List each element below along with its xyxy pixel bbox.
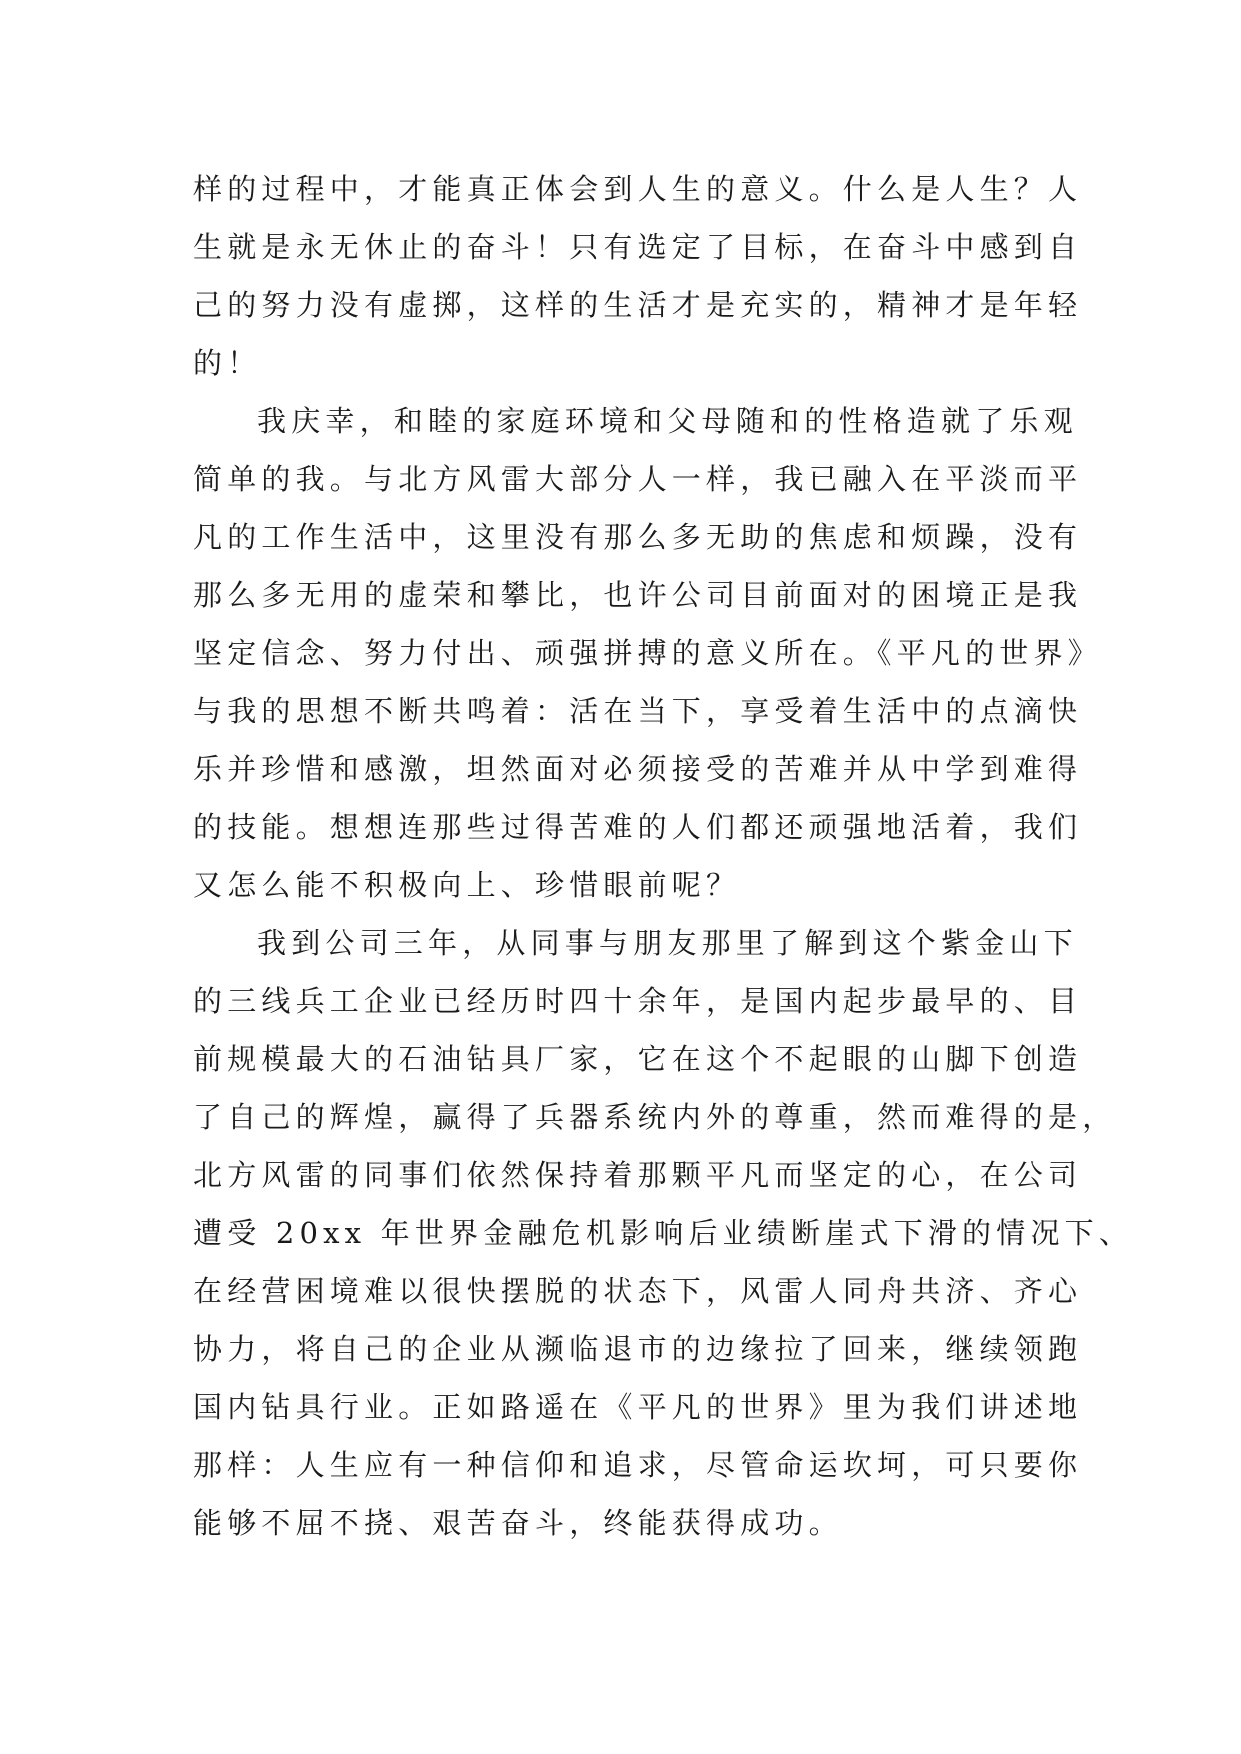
text-line: 了自己的辉煌，赢得了兵器系统内外的尊重，然而难得的是， — [193, 1100, 1117, 1134]
text-line: 又怎么能不积极向上、珍惜眼前呢？ — [193, 868, 741, 902]
paragraph-first-line: 我庆幸，和睦的家庭环境和父母随和的性格造就了乐观 — [257, 404, 1078, 438]
text-line: 凡的工作生活中，这里没有那么多无助的焦虑和烦躁，没有 — [193, 520, 1083, 554]
text-line: 国内钻具行业。正如路遥在《平凡的世界》里为我们讲述地 — [193, 1390, 1083, 1424]
text-line: 前规模最大的石油钻具厂家，它在这个不起眼的山脚下创造 — [193, 1042, 1083, 1076]
text-line: 与我的思想不断共鸣着：活在当下，享受着生活中的点滴快 — [193, 694, 1083, 728]
text-line: 的技能。想想连那些过得苦难的人们都还顽强地活着，我们 — [193, 810, 1083, 844]
text-line: 坚定信念、努力付出、顽强拼搏的意义所在。《平凡的世界》 — [193, 636, 1102, 670]
text-line: 乐并珍惜和感激，坦然面对必须接受的苦难并从中学到难得 — [193, 752, 1083, 786]
text-line: 生就是永无休止的奋斗！只有选定了目标，在奋斗中感到自 — [193, 230, 1083, 264]
text-line: 简单的我。与北方风雷大部分人一样，我已融入在平淡而平 — [193, 462, 1083, 496]
text-line: 的！ — [193, 346, 262, 380]
body-text — [193, 160, 1134, 1552]
text-line: 那样：人生应有一种信仰和追求，尽管命运坎坷，可只要你 — [193, 1448, 1083, 1482]
text-line: 北方风雷的同事们依然保持着那颗平凡而坚定的心，在公司 — [193, 1158, 1083, 1192]
text-line: 样的过程中，才能真正体会到人生的意义。什么是人生？人 — [193, 172, 1083, 206]
text-line: 遭受 20xx 年世界金融危机影响后业绩断崖式下滑的情况下、 — [193, 1216, 1134, 1250]
text-line: 能够不屈不挠、艰苦奋斗，终能获得成功。 — [193, 1506, 843, 1540]
text-line: 那么多无用的虚荣和攀比，也许公司目前面对的困境正是我 — [193, 578, 1083, 612]
text-line: 己的努力没有虚掷，这样的生活才是充实的，精神才是年轻 — [193, 288, 1083, 322]
text-line: 在经营困境难以很快摆脱的状态下，风雷人同舟共济、齐心 — [193, 1274, 1083, 1308]
paragraph-first-line: 我到公司三年，从同事与朋友那里了解到这个紫金山下 — [257, 926, 1078, 960]
text-line: 协力，将自己的企业从濒临退市的边缘拉了回来，继续领跑 — [193, 1332, 1083, 1366]
text-line: 的三线兵工企业已经历时四十余年，是国内起步最早的、目 — [193, 984, 1083, 1018]
